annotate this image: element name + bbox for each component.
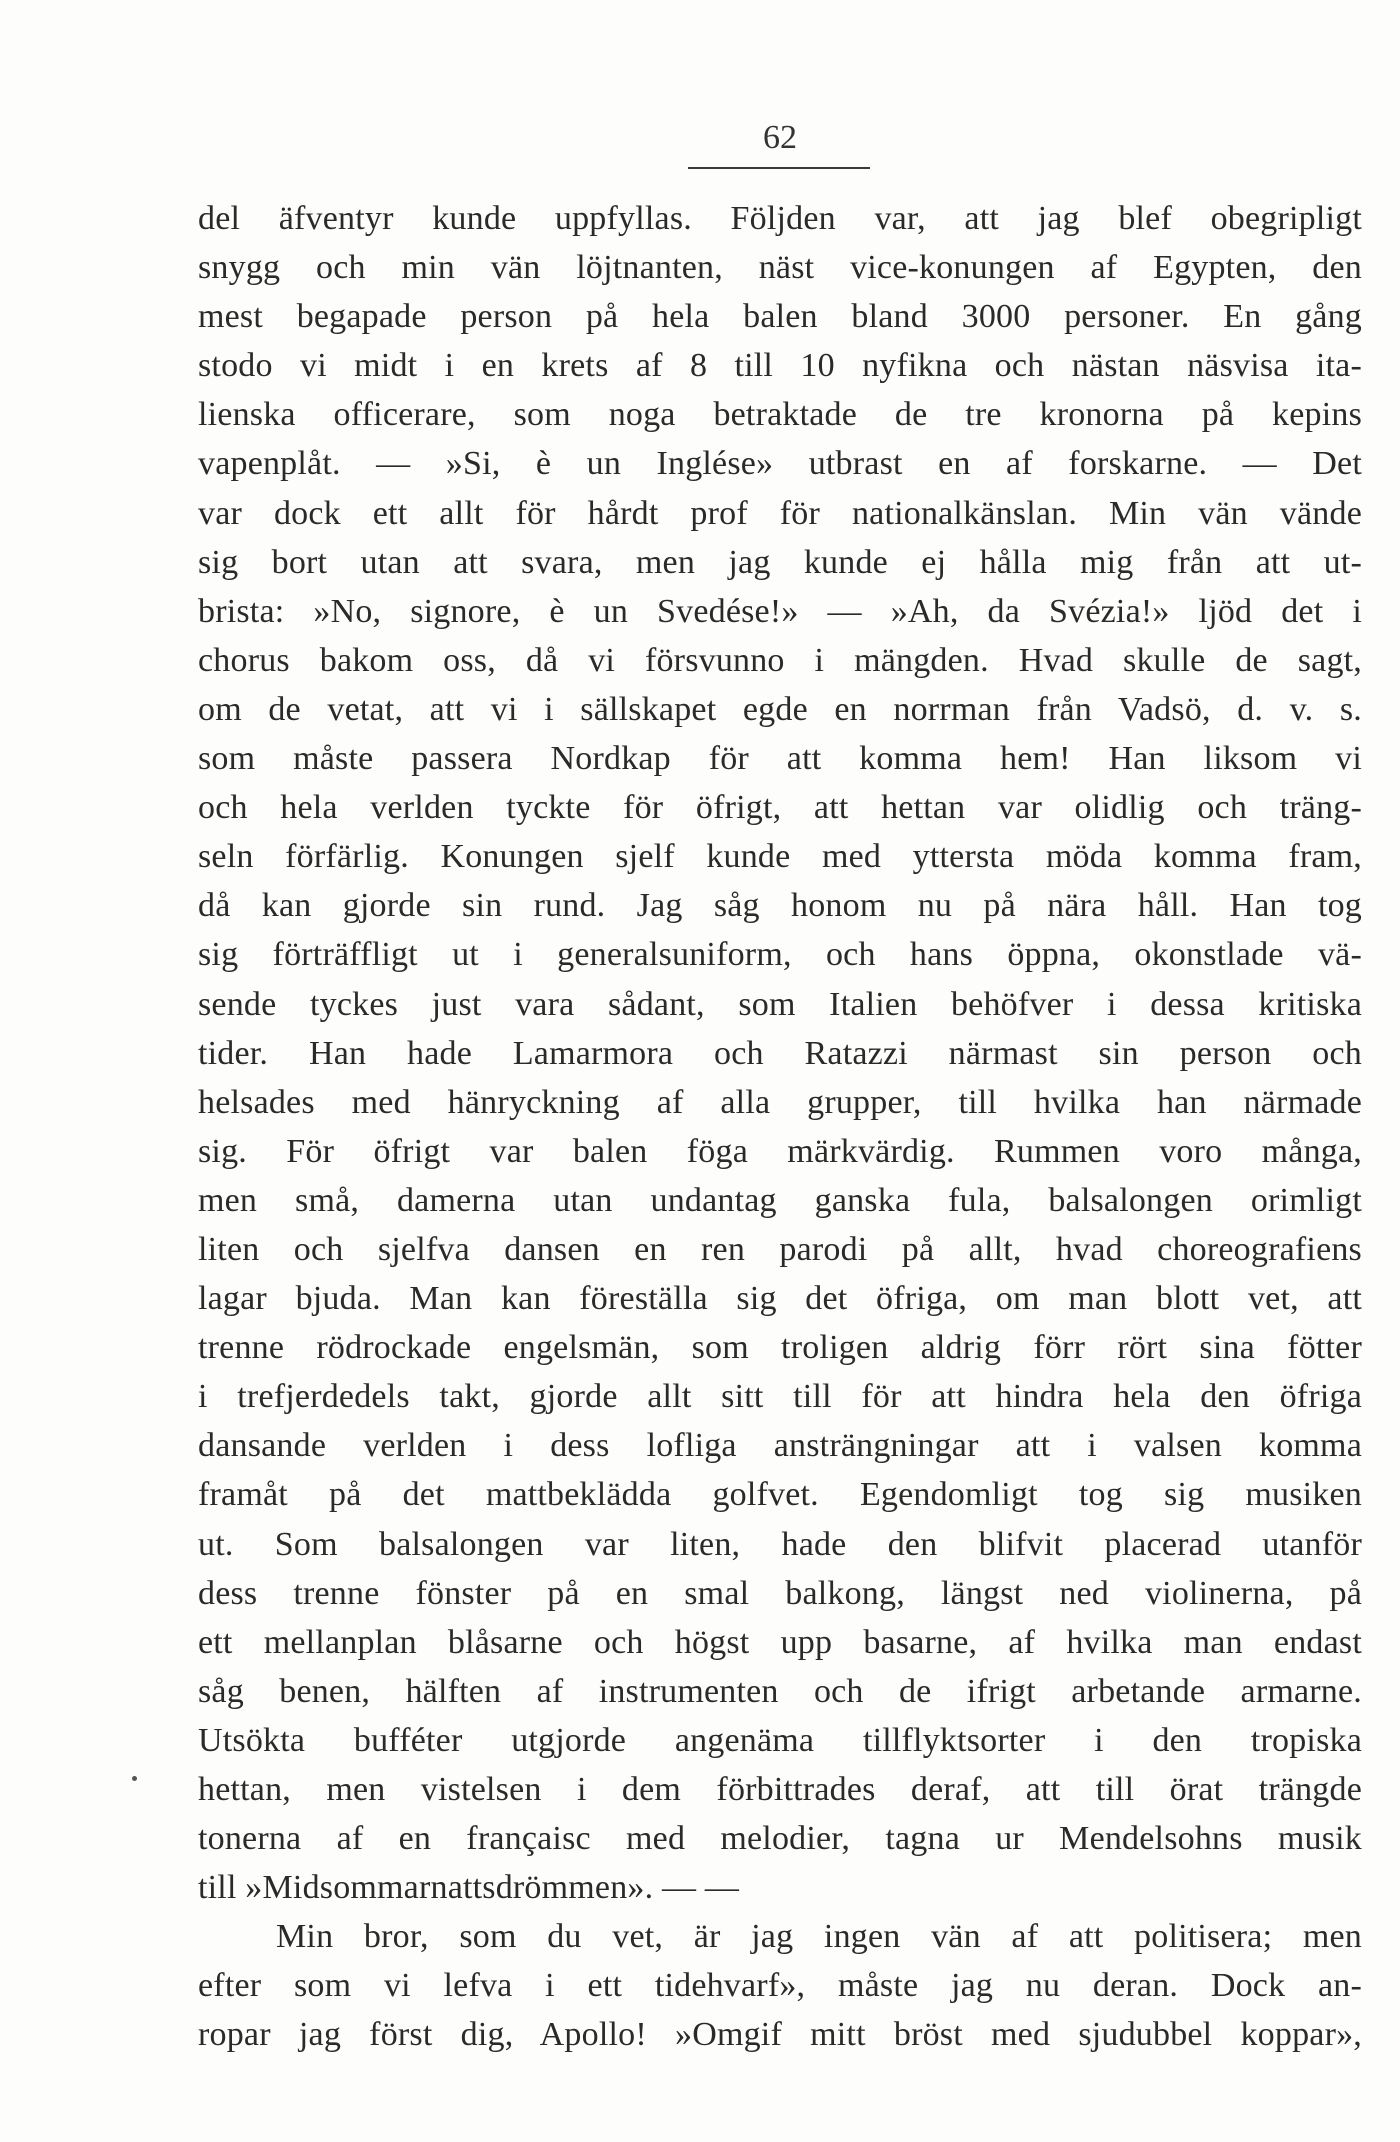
text-line: dess trenne fönster på en smal balkong, längst ned violinerna, på [198,1574,1362,1612]
text-line: framåt på det mattbeklädda golfvet. Egendomligt tog sig musiken [198,1476,1362,1514]
text-line: lienska officerare, som noga betraktade de tre kronorna på kepins [198,396,1362,434]
text-line: Utsökta bufféter utgjorde angenäma tillflyktsorter i den tropiska [198,1721,1362,1759]
body-text [198,194,1362,2060]
text-line: då kan gjorde sin rund. Jag såg honom nu på nära håll. Han tog [198,887,1362,925]
text-line: helsades med hänryckning af alla grupper, till hvilka han närmade [198,1083,1362,1121]
text-line: var dock ett allt för hårdt prof för nationalkänslan. Min vän vände [198,494,1362,532]
text-line: chorus bakom oss, då vi försvunno i mängden. Hvad skulle de sagt, [198,641,1362,679]
text-line: snygg och min vän löjtnanten, näst vice-konungen af Egypten, den [198,249,1362,287]
text-line: om de vetat, att vi i sällskapet egde en norrman från Vadsö, d. v. s. [198,690,1362,728]
text-line: del äfventyr kunde uppfyllas. Följden var, att jag blef obegripligt [198,200,1362,237]
margin-speck [132,1776,137,1781]
text-line: till »Midsommarnattsdrömmen». — — [198,1869,740,1907]
text-line: liten och sjelfva dansen en ren parodi på allt, hvad choreografiens [198,1230,1362,1268]
text-line: trenne rödrockade engelsmän, som troligen aldrig förr rört sina fötter [198,1329,1362,1367]
text-line: tider. Han hade Lamarmora och Ratazzi närmast sin person och [198,1034,1362,1072]
text-line: tonerna af en françaisc med melodier, tagna ur Mendelsohns musik [198,1820,1362,1858]
text-line: lagar bjuda. Man kan föreställa sig det öfriga, om man blott vet, att [198,1280,1362,1318]
text-line: såg benen, hälften af instrumenten och de ifrigt arbetande armarne. [198,1672,1362,1710]
text-line: vapenplåt. — »Si, è un Inglése» utbrast en af forskarne. — Det [198,445,1362,483]
text-line: ett mellanplan blåsarne och högst upp basarne, af hvilka man endast [198,1623,1362,1661]
text-line: stodo vi midt i en krets af 8 till 10 nyfikna och nästan näsvisa ita- [198,347,1362,385]
text-line: hettan, men vistelsen i dem förbittrades deraf, att till örat trängde [198,1771,1362,1808]
text-line: brista: »No, signore, è un Svedése!» — »Ah, da Svézia!» ljöd det i [198,592,1362,630]
text-line: mest begapade person på hela balen bland 3000 personer. En gång [198,298,1362,336]
text-line: i trefjerdedels takt, gjorde allt sitt till för att hindra hela den öfriga [198,1378,1362,1416]
text-line: som måste passera Nordkap för att komma hem! Han liksom vi [198,740,1362,778]
text-line: Min bror, som du vet, är jag ingen vän af att politisera; men [276,1918,1362,1956]
text-line: sig förträffligt ut i generalsuniform, och hans öppna, okonstlade vä- [198,936,1362,974]
text-line: dansande verlden i dess lofliga ansträngningar att i valsen komma [198,1427,1362,1465]
header-rule [688,167,870,169]
text-line: sig bort utan att svara, men jag kunde ej hålla mig från att ut- [198,543,1362,581]
text-line: ut. Som balsalongen var liten, hade den blifvit placerad utanför [198,1525,1362,1563]
text-line: sig. För öfrigt var balen föga märkvärdig. Rummen voro många, [198,1132,1362,1170]
text-line: sende tyckes just vara sådant, som Italien behöfver i dessa kritiska [198,985,1362,1023]
text-line: seln förfärlig. Konungen sjelf kunde med yttersta möda komma fram, [198,838,1362,876]
text-line: ropar jag först dig, Apollo! »Omgif mitt bröst med sjudubbel koppar», [198,2016,1362,2054]
text-line: efter som vi lefva i ett tidehvarf», måste jag nu deran. Dock an- [198,1967,1362,2005]
text-line: och hela verlden tyckte för öfrigt, att hettan var olidlig och träng- [198,789,1362,827]
text-line: men små, damerna utan undantag ganska fula, balsalongen orimligt [198,1181,1362,1219]
page-number: 62 [763,119,797,156]
